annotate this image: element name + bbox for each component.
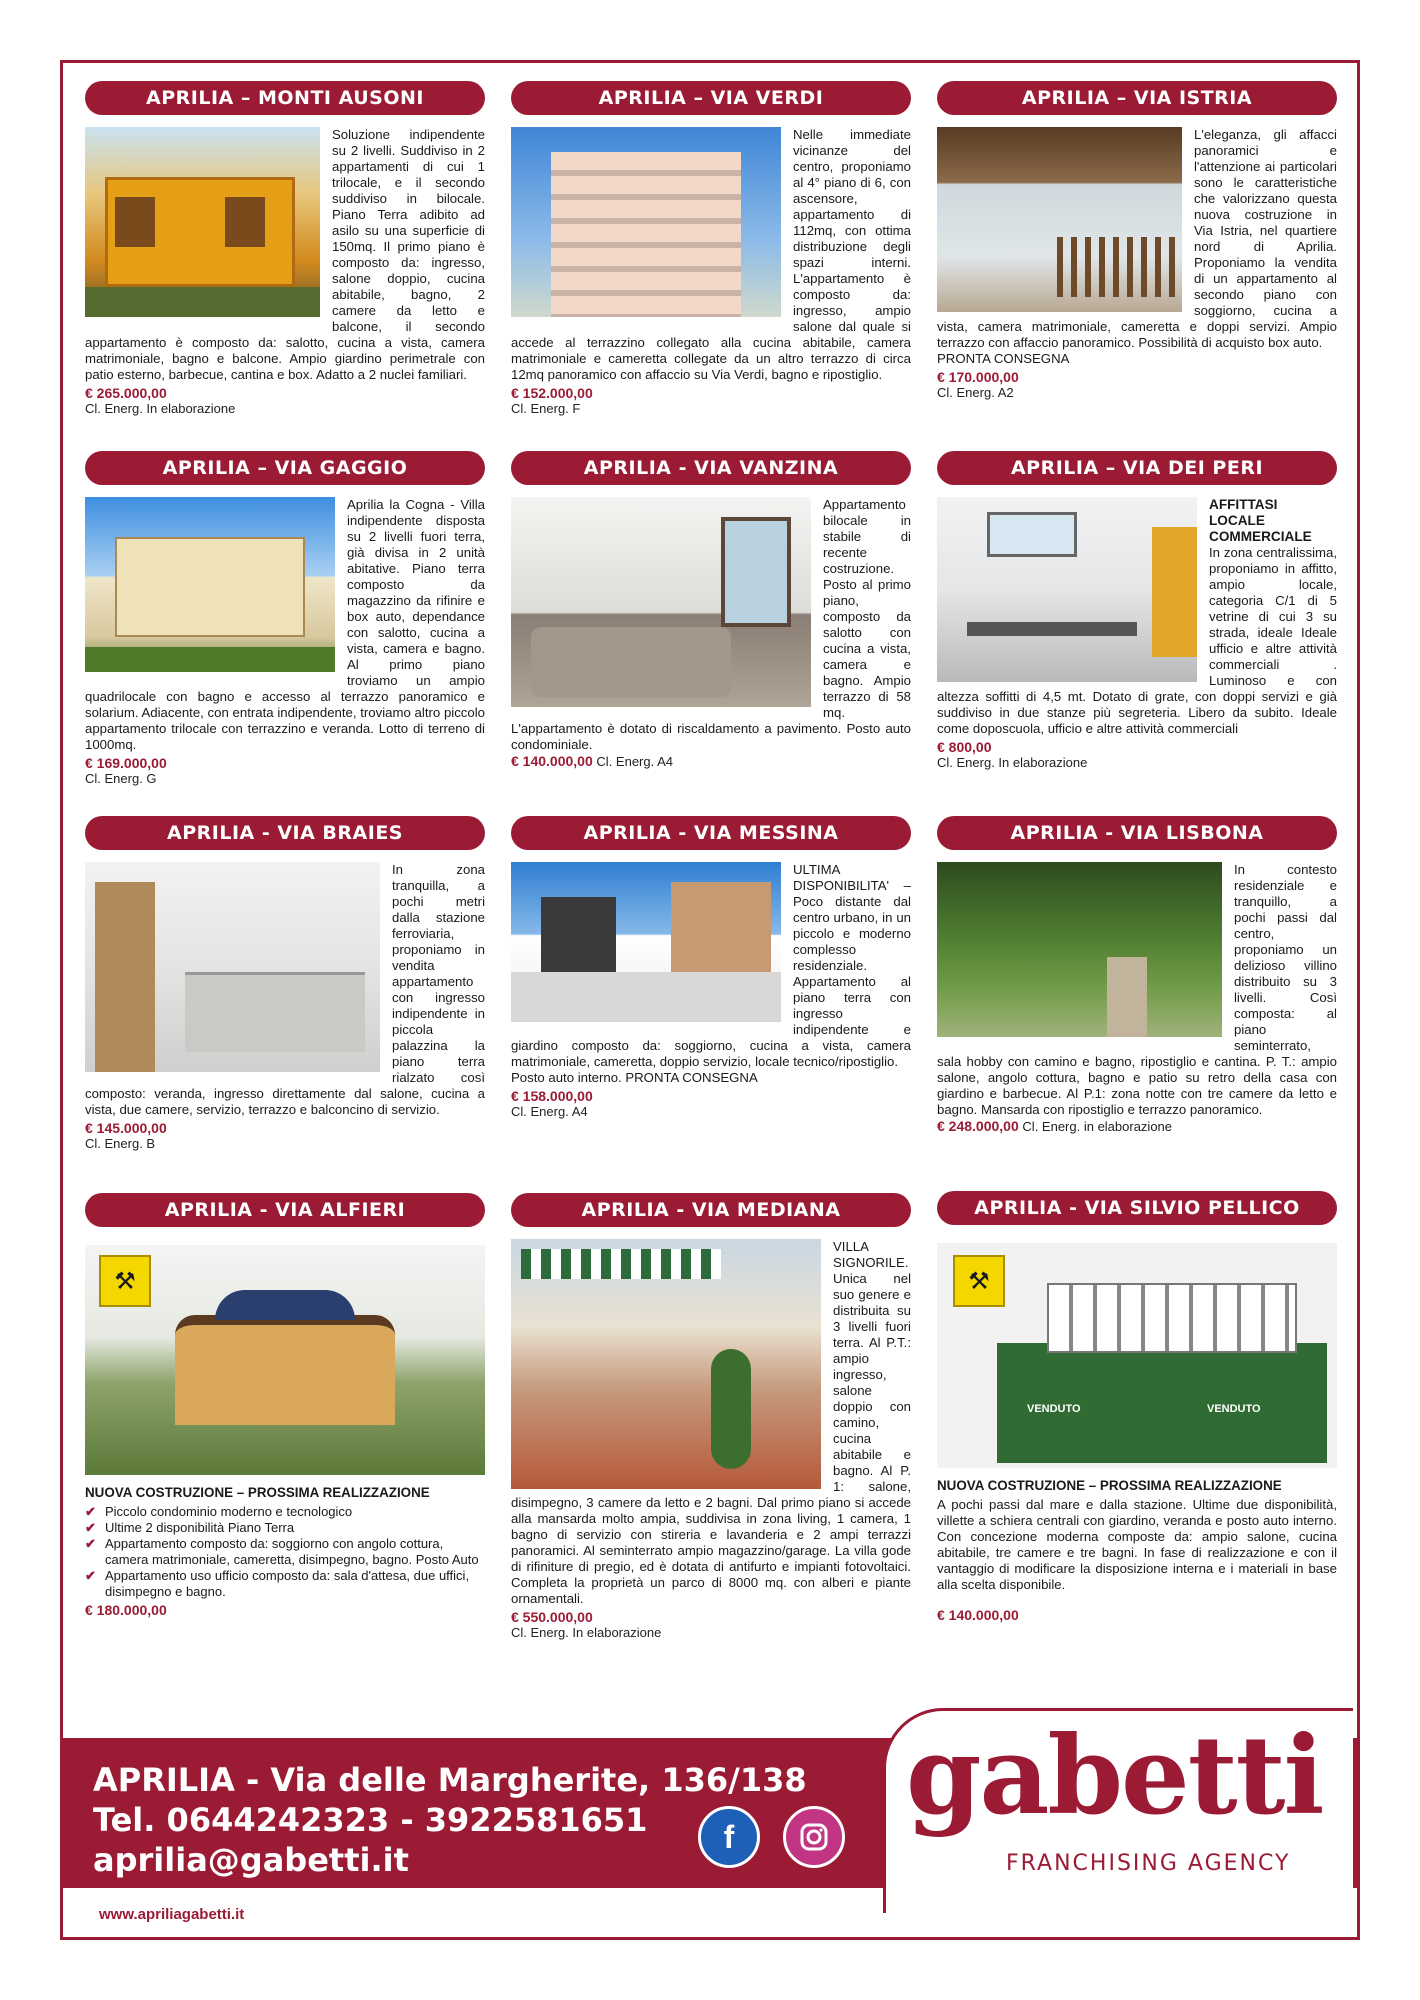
- listing-price: € 180.000,00: [85, 1602, 167, 1618]
- listing-via-silvio-pellico: [937, 1191, 1337, 1623]
- listing-title: APRILIA – VIA VERDI: [511, 81, 911, 115]
- listing-description: In contesto residenziale e tranquillo, a pochi passi dal centro, proponiamo un delizioso villino distribuito su 3 livelli. Così composta: al piano seminterrato, sala hobby con camino e bagno, ripostiglio e cantina. P. T.: ampio salone, angolo cottura, bagno e patio su retro della casa con giardino e barbecue. Al P.1: zona notte con tre camere da letto e bagno. Mansarda con ripostiglio e terrazzo panoramico.: [937, 862, 1337, 1117]
- listing-price: € 169.000,00: [85, 755, 167, 771]
- agency-contact: [93, 1760, 807, 1880]
- listing-price: € 265.000,00: [85, 385, 167, 401]
- listing-via-alfieri: [85, 1193, 485, 1618]
- brand-tagline: FRANCHISING AGENCY: [1006, 1851, 1291, 1876]
- instagram-icon[interactable]: [783, 1806, 845, 1868]
- price-line: [511, 753, 911, 770]
- energy-class: Cl. Energ. In elaborazione: [85, 401, 236, 416]
- listing-title: APRILIA – VIA GAGGIO: [85, 451, 485, 485]
- listing-via-mediana: [511, 1193, 911, 1641]
- energy-class: Cl. Energ. A4: [511, 1104, 588, 1119]
- energy-class: Cl. Energ. A2: [937, 385, 1014, 400]
- listing-description: A pochi passi dal mare e dalla stazione. Ultime due disponibilità, villette a schiera centrali con giardino, veranda e posto auto interno. Con concezione moderna composte da: ampio salone, cucina abitabile, tre camere e tre bagni. In fase di realizzazione e con il vantaggio di modificare la disposizione interna e i materiali in base alla scelta disponibile.: [937, 1497, 1337, 1592]
- complex-photo: [511, 862, 781, 1022]
- garden-photo: [937, 862, 1222, 1037]
- list-item: ✔ Appartamento uso ufficio composto da: sala d'attesa, due uffici, disimpegno e bagno.: [85, 1568, 470, 1599]
- check-icon: ✔: [85, 1568, 96, 1583]
- listing-title: APRILIA - VIA LISBONA: [937, 816, 1337, 850]
- list-item: ✔ Ultime 2 disponibilità Piano Terra: [85, 1520, 295, 1535]
- terrace-photo: [937, 127, 1182, 312]
- listing-via-verdi: [511, 81, 911, 417]
- listing-title: APRILIA - VIA VANZINA: [511, 451, 911, 485]
- listing-via-dei-peri: [937, 451, 1337, 771]
- check-icon: ✔: [85, 1504, 96, 1519]
- listing-description: ULTIMA DISPONIBILITA' – Poco distante dal centro urbano, in un piccolo e moderno complesso residenziale. Appartamento al piano terra con ingresso indipendente e giardino composto da: soggiorno, cucina a vista, camera matrimoniale, cameretta, doppio servizio, locale tecnico/ripostiglio.: [511, 862, 911, 1069]
- agency-address: APRILIA - Via delle Margherite, 136/138: [93, 1761, 807, 1799]
- commercial-space-photo: [937, 497, 1197, 682]
- listing-subhead: NUOVA COSTRUZIONE – PROSSIMA REALIZZAZIONE: [937, 1478, 1282, 1493]
- listing-price: € 140.000,00: [937, 1607, 1019, 1623]
- page-frame: [60, 60, 1360, 1940]
- energy-class: Cl. Energ. In elaborazione: [937, 755, 1088, 770]
- listing-via-gaggio: [85, 451, 485, 787]
- listing-via-vanzina: [511, 451, 911, 770]
- listing-extra: Posto auto interno. PRONTA CONSEGNA: [511, 1070, 758, 1085]
- listing-via-braies: [85, 816, 485, 1152]
- listing-description: VILLA SIGNORILE. Unica nel suo genere e distribuita su 3 livelli fuori terra. Al P.T.: ampio ingresso, salone doppio con camino, cucina abitabile e bagno. Al P. 1: salone, disimpegno, 3 camere da letto e 2 bagni. Dal primo piano si accede alla mansarda molto ampia, suddivisa in zona living, 1 camera, 1 bagno di servizio con stireria e lavanderia e 2 ampi terrazzi panoramici. Al seminterrato ampio magazzino/garage. La villa gode di rifiniture di pregio, ed è dotata di antifurto e impianti fotovoltaici. Completa la proprietà un parco di 8000 mq. con alberi e piante ornamentali.: [511, 1239, 911, 1606]
- listing-price: € 145.000,00: [85, 1120, 167, 1136]
- listing-heading: AFFITTASI LOCALE COMMERCIALE: [1209, 497, 1312, 544]
- listing-title: APRILIA - VIA MEDIANA: [511, 1193, 911, 1227]
- render-photo: [937, 1243, 1337, 1468]
- listing-price: € 140.000,00: [511, 753, 593, 769]
- list-item: ✔ Appartamento composto da: soggiorno con angolo cottura, camera matrimoniale, cameretta, disimpegno, bagno. Posto Auto: [85, 1536, 479, 1567]
- website-link[interactable]: www.apriliagabetti.it: [99, 1906, 245, 1923]
- house-photo: [85, 127, 320, 317]
- listing-via-istria: [937, 81, 1337, 401]
- energy-class: Cl. Energ. B: [85, 1136, 156, 1151]
- energy-class: Cl. Energ. in elaborazione: [1022, 1119, 1173, 1134]
- listing-description: Soluzione indipendente su 2 livelli. Suddiviso in 2 appartamenti di cui 1 trilocale, e il secondo suddiviso in bilocale. Piano Terra adibito ad asilo su una superficie di 150mq. Il primo piano è composto da: ingresso, salone doppio, cucina abitabile, bagno, 2 camere da letto e balcone, il secondo appartamento è composto da: salotto, cucina a vista, camera matrimoniale, bagno e balcone. Ampio giardino perimetrale con patio esterno, barbecue, cantina e box. Adatto a 2 nuclei familiari.: [85, 127, 485, 382]
- listing-monti-ausoni: [85, 81, 485, 417]
- listing-price: € 152.000,00: [511, 385, 593, 401]
- kitchen-photo: [85, 862, 380, 1072]
- listing-description: Appartamento bilocale in stabile di recente costruzione. Posto al primo piano, composto da salotto con cucina a vista, camera e bagno. Ampio terrazzo di 58 mq. L'appartamento è dotato di riscaldamento a pavimento. Posto auto condominiale.: [511, 497, 911, 752]
- listing-price: € 170.000,00: [937, 369, 1019, 385]
- listing-subhead: NUOVA COSTRUZIONE – PROSSIMA REALIZZAZIONE: [85, 1485, 430, 1500]
- listing-description: In zona tranquilla, a pochi metri dalla stazione ferroviaria, proponiamo in vendita appartamento con ingresso indipendente in piccola palazzina la piano terra rialzato così composto: veranda, ingresso direttamente dal salone, cucina a vista, due camere, servizio, terrazzo e balconcino di servizio.: [85, 862, 485, 1117]
- energy-class: Cl. Energ. In elaborazione: [511, 1625, 662, 1640]
- construction-crane-icon: ⚒: [953, 1255, 1005, 1307]
- list-item: ✔ Piccolo condominio moderno e tecnologico: [85, 1504, 353, 1519]
- listing-title: APRILIA – VIA DEI PERI: [937, 451, 1337, 485]
- villa-photo: [85, 497, 335, 672]
- agency-phone: Tel. 0644242323 - 3922581651: [93, 1801, 648, 1839]
- listing-price: € 158.000,00: [511, 1088, 593, 1104]
- sold-label: VENDUTO: [1207, 1403, 1261, 1415]
- listing-title: APRILIA - VIA MESSINA: [511, 816, 911, 850]
- listing-title: APRILIA - VIA SILVIO PELLICO: [937, 1191, 1337, 1225]
- construction-crane-icon: ⚒: [99, 1255, 151, 1307]
- listing-description: Nelle immediate vicinanze del centro, proponiamo al 4° piano di 6, con ascensore, appartamento di 112mq, con ottima distribuzione degli spazi interni. L'appartamento è composto da: ingresso, ampio salone dal quale si accede al terrazzino collegato alla cucina abitabile, camera matrimoniale e cameretta collegate da un altro terrazzo di circa 12mq panoramico con affaccio su Via Verdi, bagno e ripostiglio.: [511, 127, 911, 382]
- instagram-glyph: [799, 1822, 829, 1852]
- feature-list: [85, 1504, 485, 1600]
- gabetti-logo: [883, 1708, 1353, 1913]
- listing-description: In zona centralissima, proponiamo in affitto, ampio locale, categoria C/1 di 5 vetrine di cui 3 su strada, ideale Ideale ufficio e altre attività commerciali . Luminoso e con altezza soffitti di 4,5 mt. Dotato di grate, con doppi servizi e già suddiviso in due stanze più segreteria. Libero da subito. Ideale come doposcuola, ufficio e altre attività commerciali: [937, 545, 1337, 736]
- energy-class: Cl. Energ. A4: [596, 754, 674, 769]
- listing-description: Aprilia la Cogna - Villa indipendente disposta su 2 livelli fuori terra, già divisa in 2 unità abitative. Piano terra composto da magazzino da rifinire e box auto, dependance con salotto, cucina a vista, camera e bagno. Al primo piano troviamo un ampio quadrilocale con bagno e accesso al terrazzo panoramico e solarium. Adiacente, con entrata indipendente, troviamo altro piccolo appartamento trilocale con terrazzino e veranda. Lotto di terreno di 1000mq.: [85, 497, 485, 752]
- price-line: [937, 1118, 1337, 1135]
- listing-price: € 800,00: [937, 739, 992, 755]
- listing-title: APRILIA – MONTI AUSONI: [85, 81, 485, 115]
- listing-via-messina: [511, 816, 911, 1120]
- villa-terrace-photo: [511, 1239, 821, 1489]
- energy-class: Cl. Energ. F: [511, 401, 581, 416]
- render-photo: [85, 1245, 485, 1475]
- sold-label: VENDUTO: [1027, 1403, 1081, 1415]
- check-icon: ✔: [85, 1536, 96, 1551]
- energy-class: Cl. Energ. G: [85, 771, 157, 786]
- listing-description: L'eleganza, gli affacci panoramici e l'attenzione ai particolari sono le caratteristiche che valorizzano questa nuova costruzione in Via Istria, nel quartiere nord di Aprilia. Proponiamo la vendita di un appartamento al secondo piano con soggiorno, cucina a vista, camera matrimoniale, cameretta e doppi servizi. Ampio terrazzo con affaccio panoramico. Possibilità di acquisto box auto.: [937, 127, 1337, 350]
- check-icon: ✔: [85, 1520, 96, 1535]
- living-room-photo: [511, 497, 811, 707]
- building-photo: [511, 127, 781, 317]
- listing-via-lisbona: [937, 816, 1337, 1135]
- listing-title: APRILIA - VIA ALFIERI: [85, 1193, 485, 1227]
- facebook-icon[interactable]: f: [698, 1806, 760, 1868]
- listing-title: APRILIA - VIA BRAIES: [85, 816, 485, 850]
- brand-wordmark: gabetti: [906, 1713, 1323, 1839]
- agency-email[interactable]: aprilia@gabetti.it: [93, 1841, 409, 1879]
- listing-price: € 248.000,00: [937, 1118, 1019, 1134]
- listing-extra: PRONTA CONSEGNA: [937, 351, 1070, 366]
- listing-price: € 550.000,00: [511, 1609, 593, 1625]
- listing-title: APRILIA – VIA ISTRIA: [937, 81, 1337, 115]
